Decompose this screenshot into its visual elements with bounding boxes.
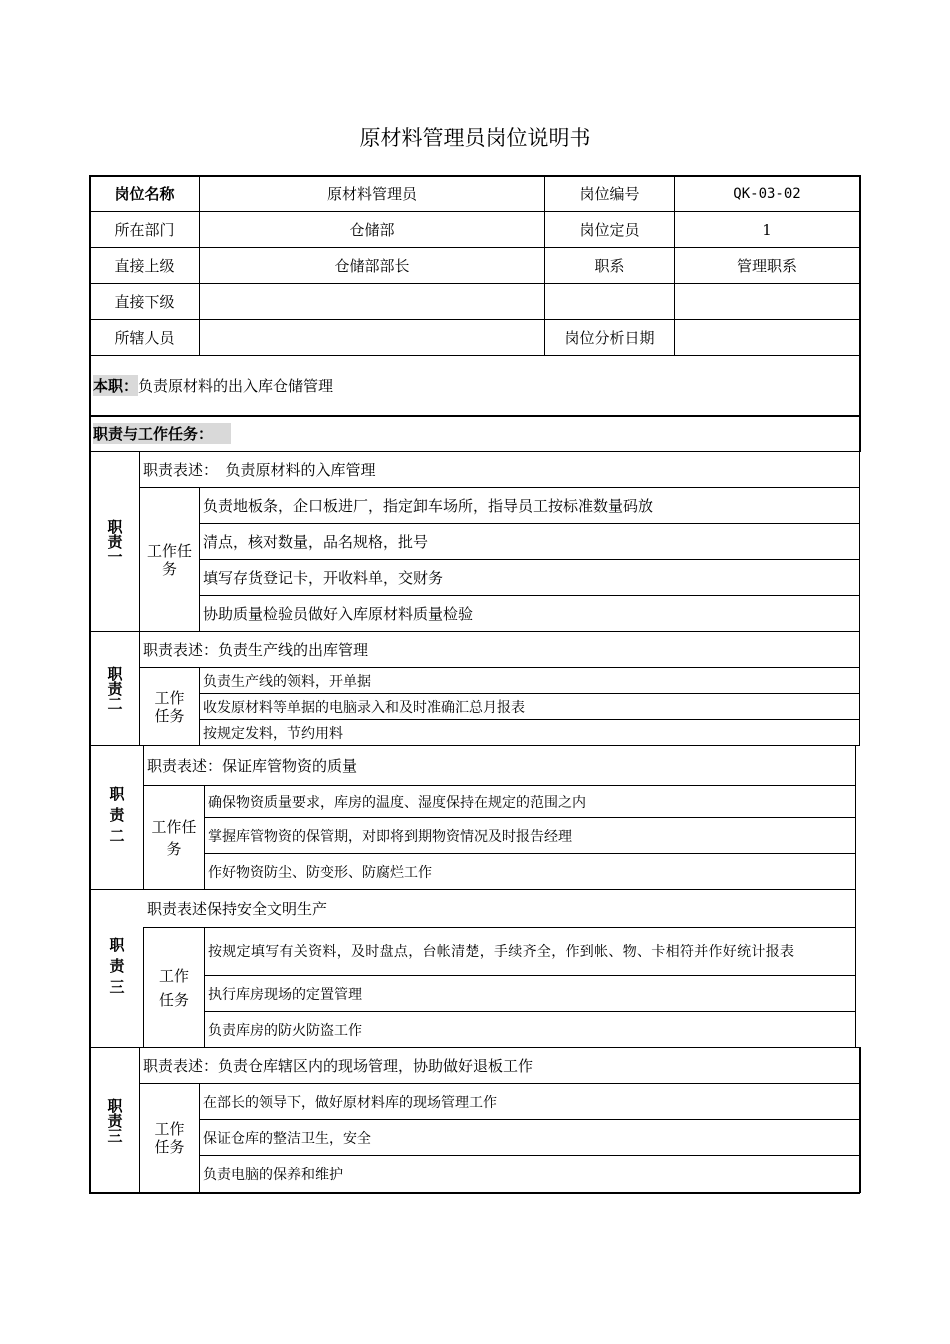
duty3-description: 职责表述：保证库管物资的质量 [147, 757, 358, 775]
cell-empty-r4c3 [545, 284, 674, 319]
duty5-label: 职责三 [105, 1097, 124, 1143]
value-headcount: 1 [762, 220, 772, 239]
duty1-task: 清点，核对数量，品名规格，批号 [203, 533, 429, 551]
value-analysis-date [675, 320, 859, 355]
label-supervisor: 直接上级 [114, 257, 175, 275]
duty1-task: 协助质量检验员做好入库原材料质量检验 [203, 605, 474, 623]
duty3-task: 掌握库管物资的保管期，对即将到期物资情况及时报告经理 [208, 828, 572, 845]
duty1-description: 职责表述： 负责原材料的入库管理 [143, 461, 376, 479]
duty3-label: 职责二 [107, 786, 126, 849]
label-analysis-date: 岗位分析日期 [564, 329, 655, 347]
value-position-name: 原材料管理员 [326, 185, 417, 203]
duty2-task: 负责生产线的领料，开单据 [203, 673, 371, 690]
duty3-task: 作好物资防尘、防变形、防腐烂工作 [208, 864, 432, 881]
duty4-task: 按规定填写有关资料，及时盘点，台帐清楚，手续齐全，作到帐、物、卡相符并作好统计报表 [208, 943, 795, 960]
duty5-task: 保证仓库的整洁卫生，安全 [203, 1130, 371, 1147]
duty1-label: 职责一 [105, 519, 124, 564]
page-title: 原材料管理员岗位说明书 [359, 126, 591, 150]
duty5-description: 职责表述：负责仓库辖区内的现场管理，协助做好退板工作 [143, 1057, 534, 1075]
duty2-task: 收发原材料等单据的电脑录入和及时准确汇总月报表 [203, 699, 525, 716]
benzhi-label: 本职： [93, 377, 139, 395]
duty2-description: 职责表述：负责生产线的出库管理 [143, 641, 369, 659]
duty4-task-label: 工作任务 [158, 966, 189, 1009]
cell-empty-r4c4 [675, 284, 859, 319]
duty4-description: 职责表述保持安全文明生产 [147, 900, 328, 918]
value-subordinate [200, 284, 544, 319]
value-department: 仓储部 [349, 221, 395, 239]
value-staff [200, 320, 544, 355]
duty2-task: 按规定发料，节约用料 [203, 725, 343, 742]
duty5-task-label: 工作任务 [154, 1120, 185, 1156]
duty5-task: 负责电脑的保养和维护 [203, 1167, 343, 1183]
value-job-family: 管理职系 [736, 257, 797, 275]
duty1-task-label: 工作任务 [146, 541, 192, 578]
duty3-task: 确保物资质量要求，库房的温度、湿度保持在规定的范围之内 [208, 794, 586, 811]
duty1-task: 负责地板条，企口板进厂，指定卸车场所，指导员工按标准数量码放 [203, 497, 654, 515]
label-job-family: 职系 [594, 257, 625, 275]
duties-header: 职责与工作任务： [93, 423, 231, 444]
label-subordinate: 直接下级 [114, 293, 175, 311]
label-staff: 所辖人员 [114, 329, 175, 347]
duty5-task: 在部长的领导下，做好原材料库的现场管理工作 [203, 1094, 497, 1111]
label-headcount: 岗位定员 [579, 221, 640, 239]
duty4-task: 执行库房现场的定置管理 [208, 986, 362, 1003]
label-department: 所在部门 [114, 221, 175, 239]
duty4-task: 负责库房的防火防盗工作 [208, 1022, 362, 1039]
duty4-label: 职责三 [107, 937, 126, 1000]
value-position-code: QK-03-02 [733, 185, 801, 202]
duty2-task-label: 工作任务 [154, 688, 185, 725]
duty2-label: 职责二 [105, 666, 124, 711]
duty1-task: 填写存货登记卡，开收料单，交财务 [203, 569, 444, 587]
label-position-code: 岗位编号 [579, 185, 640, 203]
value-supervisor: 仓储部部长 [334, 257, 410, 275]
duty3-task-label: 工作任务 [151, 817, 197, 858]
benzhi-text: 负责原材料的出入库仓储管理 [138, 377, 334, 395]
label-position-name: 岗位名称 [114, 185, 175, 203]
